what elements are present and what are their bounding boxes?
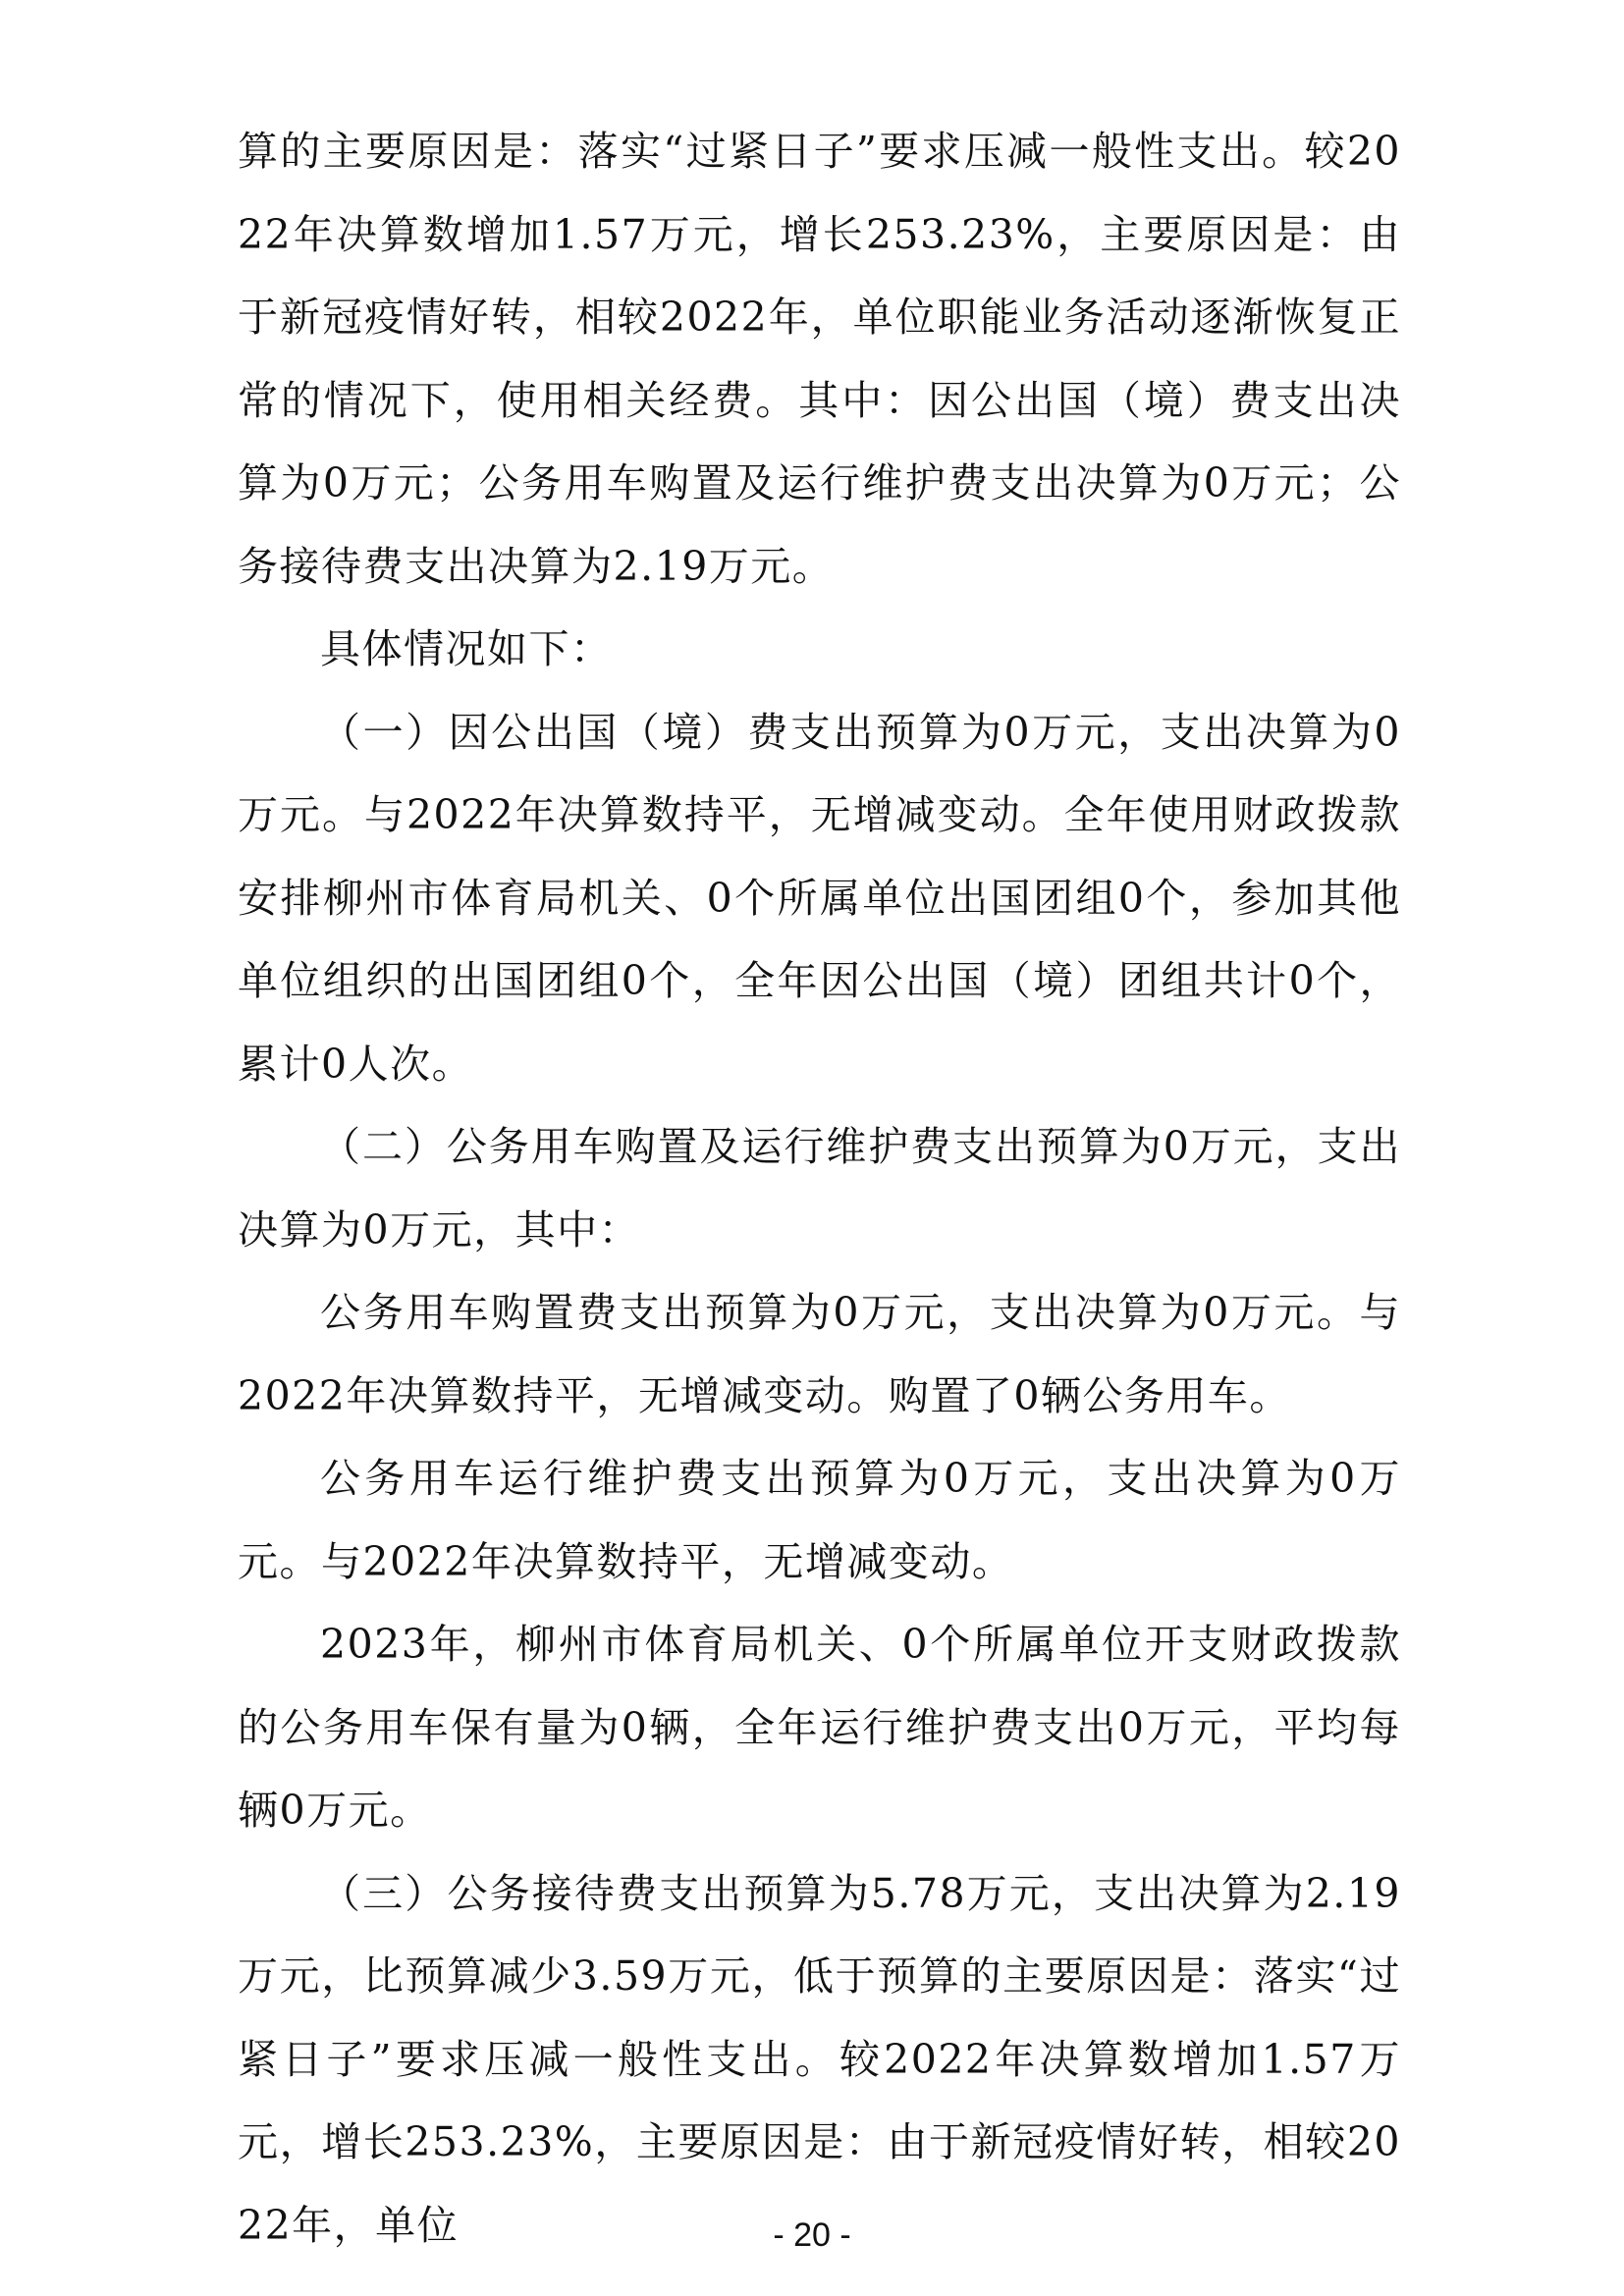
page-number: - 20 -	[773, 2216, 851, 2254]
paragraph-continued-reason: 算的主要原因是：落实“过紧日子”要求压减一般性支出。较2022年决算数增加1.57万元，增长253.23%，主要原因是：由于新冠疫情好转，相较2022年，单位职能业务活动逐渐恢复正常的情况下，使用相关经费。其中：因公出国（境）费支出决算为0万元；公务用车购置及运行维护费支出决算为0万元；公务接待费支出决算为2.19万元。	[238, 128, 1401, 590]
paragraph-details-intro: 具体情况如下：	[320, 625, 613, 672]
paragraph-vehicle-holdings: 2023年，柳州市体育局机关、0个所属单位开支财政拨款的公务用车保有量为0辆，全年运行维护费支出0万元，平均每辆0万元。	[238, 1621, 1401, 1834]
paragraph-vehicle-purchase: 公务用车购置费支出预算为0万元，支出决算为0万元。与2022年决算数持平，无增减变动。购置了0辆公务用车。	[238, 1289, 1401, 1419]
paragraph-official-reception: （三）公务接待费支出预算为5.78万元，支出决算为2.19万元，比预算减少3.59万元，低于预算的主要原因是：落实“过紧日子”要求压减一般性支出。较2022年决算数增加1.57万元，增长253.23%，主要原因是：由于新冠疫情好转，相较2022年，单位	[238, 1869, 1401, 2249]
paragraph-official-vehicles: （二）公务用车购置及运行维护费支出预算为0万元，支出决算为0万元，其中：	[238, 1123, 1401, 1254]
paragraph-overseas-travel: （一）因公出国（境）费支出预算为0万元，支出决算为0万元。与2022年决算数持平，无增减变动。全年使用财政拨款安排柳州市体育局机关、0个所属单位出国团组0个，参加其他单位组织的出国团组0个，全年因公出国（境）团组共计0个，累计0人次。	[238, 708, 1401, 1088]
document-body	[238, 110, 1401, 2267]
paragraph-vehicle-maintenance: 公务用车运行维护费支出预算为0万元，支出决算为0万元。与2022年决算数持平，无增减变动。	[238, 1455, 1401, 1585]
